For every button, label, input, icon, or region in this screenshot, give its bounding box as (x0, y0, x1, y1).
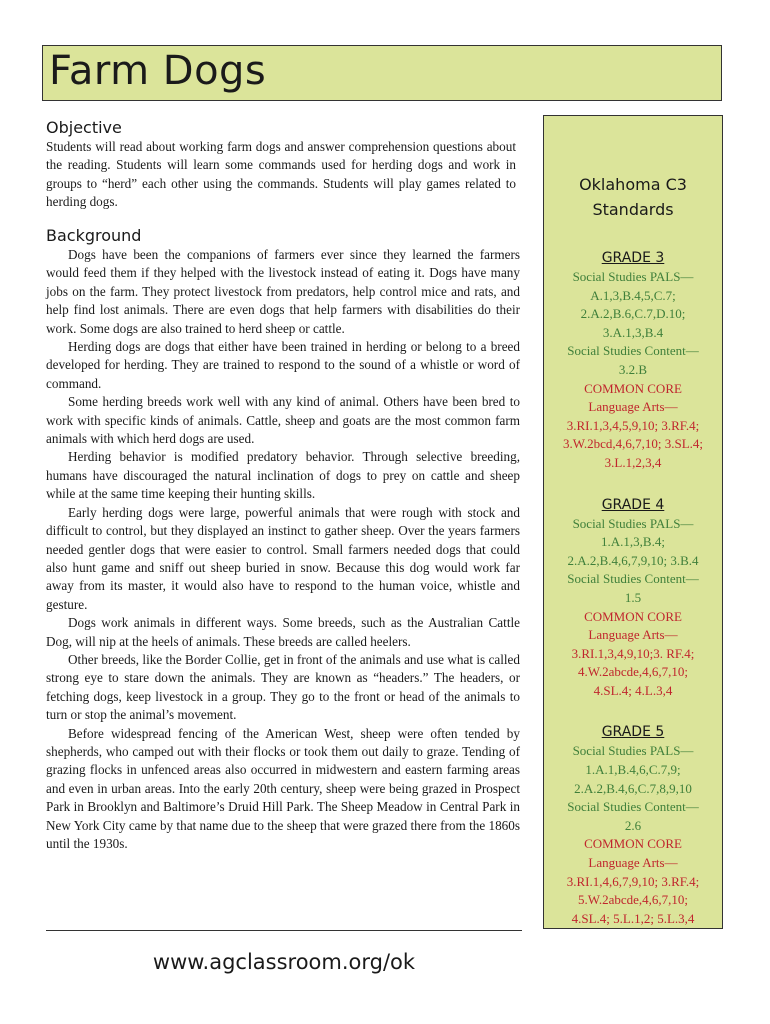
standard-line: 4.W.2abcde,4,6,7,10; (578, 664, 688, 680)
objective-text: Students will read about working farm dogs and answer comprehension questions about the reading. Students will learn some commands used for herding dogs and work in groups to “herd” each other using the commands. Students will play games related to herding dogs. (46, 139, 516, 210)
standard-line: 2.A.2,B.6,C.7,D.10; (580, 306, 686, 322)
objective-heading: Objective (46, 118, 122, 137)
website-link[interactable]: www.agclassroom.org/ok (152, 950, 416, 974)
standard-line: 3.2.B (618, 361, 648, 377)
grade-block (544, 248, 722, 473)
background-paragraph: Dogs work animals in different ways. Some breeds, such as the Australian Cattle Dog, will nip at the heels of animals. These breeds are called heelers. (46, 615, 520, 649)
standard-line: 1.5 (624, 589, 642, 605)
grade-heading: GRADE 5 (601, 724, 665, 741)
page-title: Farm Dogs (49, 48, 267, 94)
background-paragraph: Herding behavior is modified predatory behavior. Through selective breeding, humans have discouraged the natural inclination of dogs to prey on cattle and sheep while at the same time keeping their hunting skills. (46, 449, 520, 502)
standard-line: 3.L.1,2,3,4 (604, 454, 662, 470)
standards-grades (544, 248, 722, 928)
standard-line: 1.A.1,B.4,6,C.7,9; (585, 762, 681, 778)
background-paragraph: Some herding breeds work well with any kind of animal. Others have been bred to work with specific kinds of animals. Cattle, sheep and goats are the most common farm animals with which herd dogs are used. (46, 394, 520, 447)
standard-line: Social Studies PALS— (572, 269, 694, 284)
standard-line: 3.W.2bcd,4,6,7,10; 3.SL.4; (563, 436, 703, 452)
background-paragraph: Other breeds, like the Border Collie, get in front of the animals and use what is called strong eye to stare down the animals. They are known as “headers.” The headers, or fetching dogs, keep livestock in a group. They go to the front or head of the animals to turn or stop the animal’s movement. (46, 651, 520, 723)
background-heading: Background (46, 226, 142, 245)
standard-line: Social Studies Content— (567, 343, 699, 359)
standard-line: 1.A.1,3,B.4; (601, 534, 665, 550)
standard-line: 3.A.1,3,B.4 (602, 324, 664, 340)
background-paragraph: Early herding dogs were large, powerful animals that were rough with stock and difficult to control, but they displayed an instinct to gather sheep. Over the years farmers needed gentler dogs that were easier to control. Small farmers needed dogs that could also hunt game and sniff out sheep buried in snow. Because this dog would work far away from its master, it would also have to respond to the human voice, whistle and gesture. (46, 504, 520, 612)
standard-line: Social Studies Content— (567, 799, 699, 815)
standard-line: Social Studies PALS— (572, 743, 694, 759)
grade-heading: GRADE 3 (601, 250, 665, 266)
background-text (46, 246, 520, 853)
standard-line: Social Studies Content— (567, 571, 699, 587)
background-paragraph: Before widespread fencing of the American West, sheep were often tended by shepherds, who camped out with their flocks or took them out daily to graze. Tending of grazing flocks in unfenced areas also occurred in midwestern and eastern farming areas and even in urban areas. Into the early 20th century, sheep were being grazed in Prospect Park in Brooklyn and Baltimore’s Druid Hill Park. The Sheep Meadow in Central Park in New York City came by that name due to the sheep that were grazed there from the 1860s until the 1930s. (46, 725, 520, 851)
title-banner (42, 45, 722, 101)
standard-line: 2.A.2,B.4,6,C.7,8,9,10 (574, 780, 692, 796)
grade-block (544, 495, 722, 701)
standard-line: Language Arts— (588, 627, 678, 643)
standard-line: 5.W.2abcde,4,6,7,10; (578, 892, 688, 908)
standard-line: COMMON CORE (584, 836, 682, 852)
standard-line: Social Studies PALS— (572, 515, 694, 531)
standard-line: A.1,3,B.4,5,C.7; (590, 287, 676, 303)
standard-line: Language Arts— (588, 855, 678, 871)
standard-line: COMMON CORE (584, 380, 682, 396)
background-paragraph: Herding dogs are dogs that either have been trained in herding or belong to a breed developed for herding. They are trained to respond to the sound of a whistle or word of command. (46, 339, 520, 391)
grade-block (544, 722, 722, 928)
background-paragraph: Dogs have been the companions of farmers ever since they learned the farmers would feed them if they helped with the livestock instead of eating it. Dogs have many jobs on the farm. They protect livestock from predators, help control mice and rats, and help find lost animals. There are even dogs that help farmers with disabilities do their work. Some dogs are also trained to herd sheep or cattle. (46, 247, 520, 336)
standard-line: 4.SL.4; 5.L.1,2; 5.L.3,4 (571, 910, 695, 926)
footer-divider (46, 930, 522, 931)
grade-heading: GRADE 4 (601, 496, 665, 513)
standard-line: 2.6 (624, 817, 642, 833)
standard-line: 3.RI.1,3,4,5,9,10; 3.RF.4; (566, 417, 700, 433)
standard-line: COMMON CORE (584, 608, 682, 624)
standard-line: 3.RI.1,3,4,9,10;3. RF.4; (571, 645, 695, 661)
standards-sidebar (543, 115, 723, 929)
standard-line: 2.A.2,B.4,6,7,9,10; 3.B.4 (567, 552, 699, 568)
standard-line: 3.RI.1,4,6,7,9,10; 3.RF.4; (566, 873, 700, 889)
standard-line: Language Arts— (588, 399, 678, 415)
standard-line: 4.SL.4; 4.L.3,4 (593, 682, 673, 698)
standards-title: Oklahoma C3 Standards (579, 175, 687, 219)
